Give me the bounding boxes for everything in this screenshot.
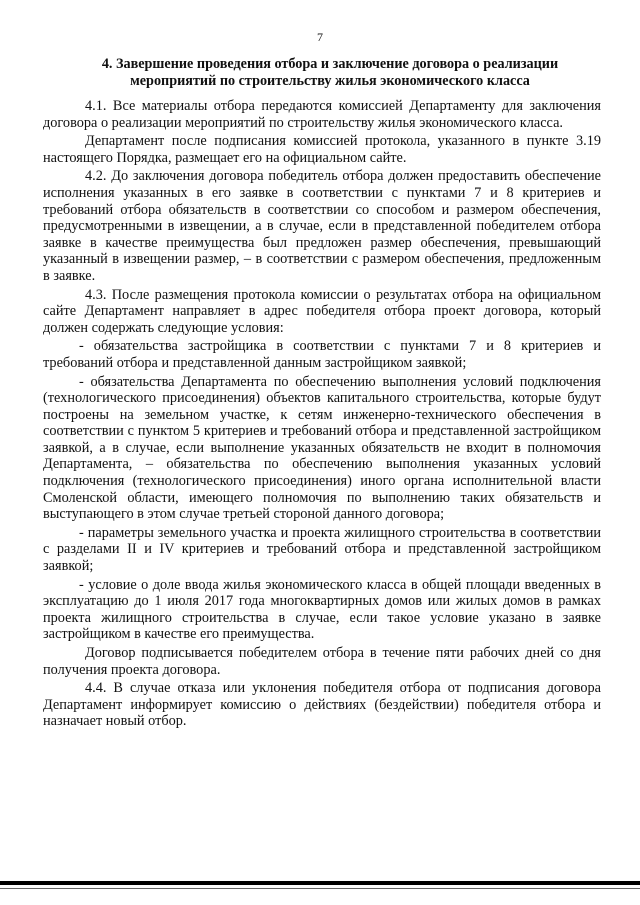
paragraph-4-1-publication: Департамент после подписания комиссией протокола, указанного в пункте 3.19 настоящего Порядка, размещает его на официальном сайте.	[43, 133, 601, 166]
condition-land-parameters: - параметры земельного участка и проекта жилищного строительства в соответствии с разделами II и IV критериев и требований отбора и представленной застройщиком заявкой;	[43, 524, 601, 575]
condition-department-obligations: - обязательства Департамента по обеспечению выполнения условий подключения (технологического присоединения) объектов капитального строительства, которые будут построены на земельном участке, к сетям инженерно-технического обеспечения в соответствии с пунктом 5 критериев и требований отбора и представленной застройщиком заявкой, а в случае, если выполнение указанных обязательств не входит в полномочия Департамента, – обязательства по обеспечению выполнения указанных условий подключения (технологического присоединения) иного органа исполнительной власти Смоленской области, имеющего полномочия по выполнению таких обязательств и выступающего в этом случае третьей стороной данного договора;	[43, 373, 601, 523]
scan-edge-rule-thin	[0, 888, 640, 889]
section-heading: 4. Завершение проведения отбора и заключение договора о реализации мероприятий по строительству жилья экономического класса	[101, 56, 559, 89]
paragraph-4-1: 4.1. Все материалы отбора передаются комиссией Департаменту для заключения договора о реализации мероприятий по строительству жилья экономического класса.	[43, 98, 601, 131]
paragraph-4-3: 4.3. После размещения протокола комиссии о результатах отбора на официальном сайте Департамент направляет в адрес победителя отбора проект договора, который должен содержать следующие условия:	[43, 286, 601, 336]
paragraph-4-4: 4.4. В случае отказа или уклонения победителя отбора от подписания договора Департамент информирует комиссию о действиях (бездействии) победителя отбора и назначает новый отбор.	[43, 680, 601, 730]
page-number: 7	[317, 30, 323, 44]
condition-developer-obligations: - обязательства застройщика в соответствии с пунктами 7 и 8 критериев и требований отбора и представленной данным застройщиком заявкой;	[43, 338, 601, 371]
paragraph-4-2: 4.2. До заключения договора победитель отбора должен предоставить обеспечение исполнения указанных в его заявке в соответствии с пунктами 7 и 8 критериев и требований отбора обязательств в соответствии со способом и размером обеспечения, предусмотренными в извещении, а в случае, если в представленной победителем отбора заявке в качестве преимущества был предложен размер обеспечения, превышающий указанный в извещении размер, – в соответствии с размером обеспечения, предложенным в заявке.	[43, 168, 601, 284]
body-text	[43, 98, 601, 732]
scan-edge-rule	[0, 881, 640, 885]
paragraph-signing-term: Договор подписывается победителем отбора в течение пяти рабочих дней со дня получения проекта договора.	[43, 645, 601, 678]
condition-housing-share: - условие о доле ввода жилья экономического класса в общей площади введенных в эксплуатацию до 1 июля 2017 года многоквартирных домов или жилых домов в рамках проекта жилищного строительства в случае, если такое условие указано в заявке застройщиком в качестве его преимущества.	[43, 576, 601, 643]
